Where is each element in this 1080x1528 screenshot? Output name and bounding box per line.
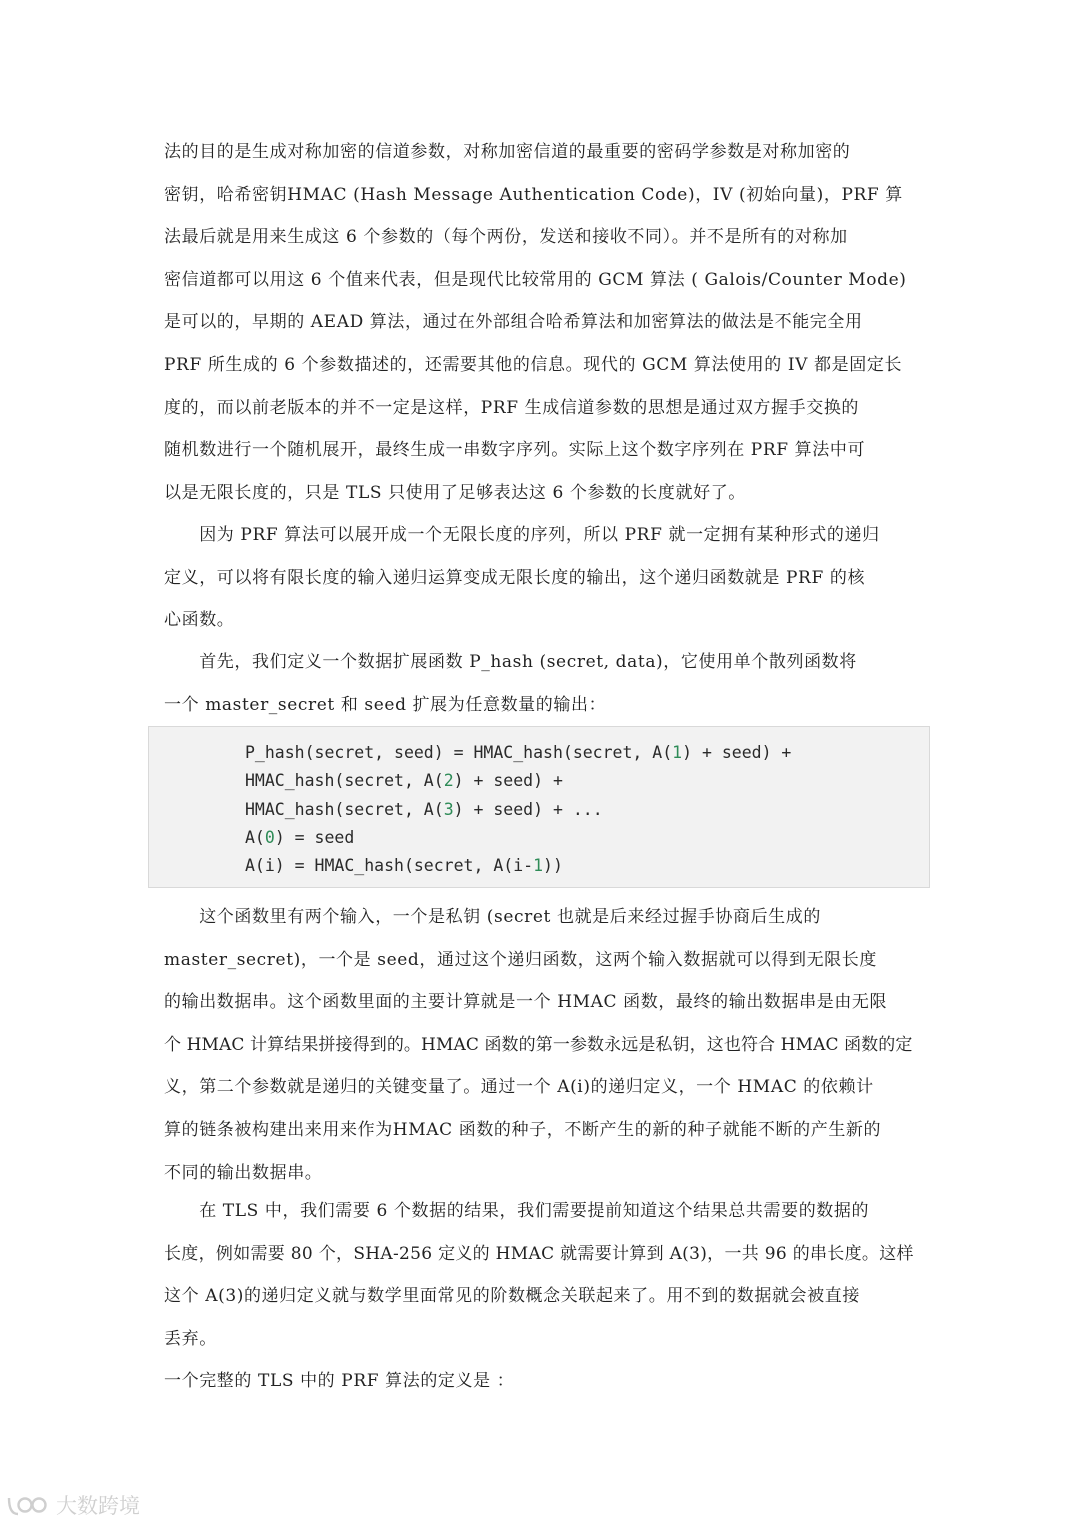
text-line: 法的目的是生成对称加密的信道参数，对称加密信道的最重要的密码学参数是对称加密的 — [164, 142, 851, 162]
text-line: 以是无限长度的，只是 TLS 只使用了足够表达这 6 个参数的长度就好了。 — [164, 482, 746, 503]
text-line: 一个 master_secret 和 seed 扩展为任意数量的输出： — [164, 694, 607, 715]
text-line: 这个 A(3)的递归定义就与数学里面常见的阶数概念关联起来了。用不到的数据就会被直接 — [164, 1286, 860, 1307]
text-line: 一个完整的 TLS 中的 PRF 算法的定义是 ： — [164, 1371, 515, 1391]
text-line: 个 HMAC 计算结果拼接得到的。HMAC 函数的第一参数永远是私钥，这也符合 HMAC 函数的定 — [164, 1034, 913, 1055]
code-text: HMAC_hash(secret, A( — [245, 771, 444, 791]
code-line — [245, 739, 791, 767]
code-block — [148, 726, 930, 888]
paragraph-p-hash-explanation — [164, 896, 916, 1194]
paragraph-prf-purpose — [164, 131, 916, 514]
code-line — [245, 824, 791, 852]
code-text: A(i) = HMAC_hash(secret, A(i- — [245, 856, 534, 876]
code-text: ) + seed) + ... — [453, 799, 603, 819]
code-text: P_hash(secret, seed) = HMAC_hash(secret, A( — [245, 743, 673, 762]
code-text: ) = seed — [274, 827, 355, 847]
text-line: 长度，例如需要 80 个，SHA-256 定义的 HMAC 就需要计算到 A(3)，一共 96 的串长度。这样 — [164, 1243, 914, 1264]
paragraph-prf-recursive — [164, 514, 916, 642]
text-line: 不同的输出数据串。 — [164, 1162, 323, 1183]
text-line: 心函数。 — [164, 610, 235, 631]
text-line: 度的，而以前老版本的并不一定是这样，PRF 生成信道参数的思想是通过双方握手交换的 — [164, 397, 860, 418]
text-line: PRF 所生成的 6 个参数描述的，还需要其他的信息。现代的 GCM 算法使用的 IV 都是固定长 — [164, 354, 903, 375]
text-line: 定义，可以将有限长度的输入递归运算变成无限长度的输出，这个递归函数就是 PRF 的核 — [164, 567, 866, 588]
text-line: 法最后就是用来生成这 6 个参数的（每个两份，发送和接收不同）。并不是所有的对称加 — [164, 227, 848, 248]
text-line: 随机数进行一个随机展开，最终生成一串数字序列。实际上这个数字序列在 PRF 算法中可 — [164, 440, 866, 461]
code-text: ) + seed) + — [453, 771, 563, 791]
code-number: 1 — [533, 856, 544, 876]
code-line — [245, 852, 791, 880]
code-number: 0 — [264, 827, 275, 847]
watermark-text: 大数跨境 — [56, 1494, 140, 1518]
text-line: 这个函数里有两个输入，一个是私钥 (secret 也就是后来经过握手协商后生成的 — [164, 907, 821, 927]
code-lines — [245, 739, 791, 880]
code-text: )) — [543, 856, 563, 876]
text-line: 的输出数据串。这个函数里面的主要计算就是一个 HMAC 函数，最终的输出数据串是由无限 — [164, 992, 888, 1013]
text-line: 义，第二个参数就是递归的关键变量了。通过一个 A(i)的递归定义，一个 HMAC 的依赖计 — [164, 1077, 874, 1098]
text-line: 首先，我们定义一个数据扩展函数 P_hash (secret, data)，它使用单个散列函数将 — [164, 652, 857, 672]
paragraph-prf-definition-lead — [164, 1360, 916, 1403]
text-line: 密钥，哈希密钥HMAC (Hash Message Authentication Code)，IV (初始向量)，PRF 算 — [164, 184, 903, 205]
code-line — [245, 796, 791, 824]
code-text: A( — [245, 827, 265, 847]
text-line: 算的链条被构建出来用来作为HMAC 函数的种子，不断产生的新的种子就能不断的产生新的 — [164, 1119, 882, 1140]
code-line — [245, 767, 791, 795]
paragraph-tls-six-results — [164, 1190, 916, 1360]
watermark — [6, 1490, 140, 1520]
code-text: HMAC_hash(secret, A( — [245, 799, 444, 819]
code-text: ) + seed) + — [682, 743, 792, 762]
text-line: master_secret)，一个是 seed，通过这个递归函数，这两个输入数据就可以得到无限长度 — [164, 949, 877, 970]
code-number: 1 — [672, 743, 683, 762]
paragraph-p-hash-intro — [164, 641, 916, 726]
text-line: 是可以的，早期的 AEAD 算法，通过在外部组合哈希算法和加密算法的做法是不能完全用 — [164, 312, 863, 333]
text-line: 密信道都可以用这 6 个值来代表，但是现代比较常用的 GCM 算法 ( Galois/Counter Mode) — [164, 269, 907, 290]
watermark-logo-icon — [6, 1492, 50, 1518]
code-number: 2 — [443, 771, 454, 791]
code-number: 3 — [443, 799, 454, 819]
text-line: 因为 PRF 算法可以展开成一个无限长度的序列，所以 PRF 就一定拥有某种形式的递归 — [164, 525, 880, 545]
text-line: 丢弃。 — [164, 1328, 217, 1349]
text-line: 在 TLS 中，我们需要 6 个数据的结果，我们需要提前知道这个结果总共需要的数据的 — [164, 1201, 870, 1221]
